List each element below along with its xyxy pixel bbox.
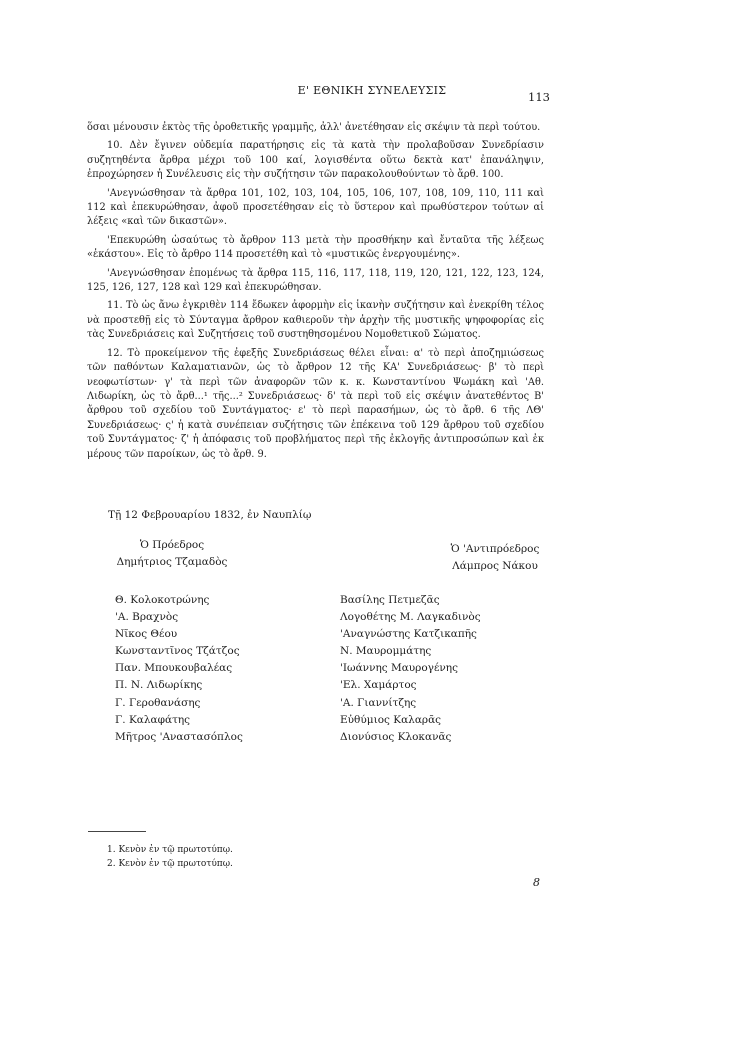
signatory: Παν. Μπουκουβαλέας xyxy=(115,662,233,675)
signatory: Διονύσιος Κλοκανᾶς xyxy=(340,730,452,743)
signatories-left xyxy=(115,592,243,746)
president-block xyxy=(112,537,232,571)
page-header xyxy=(0,84,744,106)
paragraph: 'Ανεγνώσθησαν τὰ ἄρθρα 101, 102, 103, 104, 105, 106, 107, 108, 109, 110, 111 καὶ 112 καὶ ἐπεκυρώθησαν, ἀφοῦ προσετέθησαν εἰς τὸ ὕστερον καὶ πρωθύστερον τούτων αἱ λέξεις «καὶ τῶν δικαστῶν». xyxy=(87,187,544,228)
signatory: Θ. Κολοκοτρώνης xyxy=(115,594,210,606)
signatory: Γ. Γεροθανάσης xyxy=(115,696,201,709)
signatory: 'Αναγνώστης Κατζικαπῆς xyxy=(340,628,477,641)
signatory: Κωνσταντῖνος Τζάτζος xyxy=(115,645,240,658)
signatory: Νῖκος Θέου xyxy=(115,628,178,641)
page-number: 113 xyxy=(528,90,550,104)
printer-signature-mark: 8 xyxy=(533,876,540,889)
signatory: Γ. Καλαφάτης xyxy=(115,713,191,726)
footnote-rule xyxy=(88,831,146,832)
signatory: 'Α. Βραχνὸς xyxy=(115,611,179,624)
footnote: 1. Κενὸν ἐν τῷ πρωτοτύπῳ. xyxy=(107,845,233,855)
signatory: Λογοθέτης Μ. Λαγκαδινὸς xyxy=(340,611,481,624)
paragraph: 12. Τὸ προκείμενον τῆς ἐφεξῆς Συνεδριάσεως θέλει εἶναι: α' τὸ περὶ ἀποζημιώσεως τῶν παθόντων Καλαματιανῶν, ὡς τὸ ἄρθρον 12 τῆς ΚΑ' Συνεδριάσεως· β' τὸ περὶ νεοφωτίστων· γ' τὰ περὶ τῶν ἀναφορῶν τῶν κ. κ. Κωνσταντίνου Ψωμάκη καὶ 'Αθ. Λιδωρίκη, ὡς τὸ ἄρθ...¹ τῆς...² Συνεδριάσεως· δ' τὰ περὶ τοῦ εἰς σκέψιν ἀνατεθέντος Β' ἄρθρου τοῦ σχεδίου τοῦ Συντάγματος· ε' τὸ περὶ παρασήμων, ὡς τὸ ἄρθ. 6 τῆς ΛΘ' Συνεδριάσεως· ς' ἡ κατὰ συνέπειαν συζήτησις τῶν ἐπέκεινα τοῦ 129 ἄρθρου τοῦ σχεδίου τοῦ Συντάγματος· ζ' ἡ ἀπόφασις τοῦ προβλήματος περὶ τῆς ἐκλογῆς ἀντιπροσώπων καὶ ἐκ μέρους τῶν παροίκων, ὡς τὸ ἄρθ. 9. xyxy=(87,347,544,460)
president-title: Ὁ Πρόεδρος xyxy=(139,539,205,551)
body-text xyxy=(87,121,544,466)
paragraph: 11. Τὸ ὡς ἄνω ἐγκριθὲν 114 ἔδωκεν ἀφορμὴν εἰς ἱκανὴν συζήτησιν καὶ ἐνεκρίθη τέλος νὰ προστεθῇ εἰς τὸ Σύνταγμα ἄρθρον καθιεροῦν τὴν ἀρχὴν τῆς μυστικῆς ψηφοφορίας εἰς τὰς Συνεδριάσεις καὶ Συζητήσεις τοῦ συστηθησομένου Νομοθετικοῦ Σώματος. xyxy=(87,300,544,341)
paragraph: 10. Δὲν ἔγινεν οὐδεμία παρατήρησις εἰς τὰ κατὰ τὴν προλαβοῦσαν Συνεδρίασιν συζητηθέντα ἄρθρα μέχρι τοῦ 100 καί, λογισθέντα οὕτω δεκτὰ κατ' ἐπανάληψιν, ἐπροχώρησεν ἡ Συνέλευσις εἰς τὴν συζήτησιν τῶν παρακολουθούντων τὸ ἄρθ. 100. xyxy=(87,140,544,181)
vice-president-block xyxy=(420,541,570,575)
paragraph: 'Ανεγνώσθησαν ἐπομένως τὰ ἄρθρα 115, 116, 117, 118, 119, 120, 121, 122, 123, 124, 125, 126, 127, 128 καὶ 129 καὶ ἐπεκυρώθησαν. xyxy=(87,267,544,294)
running-title: Ε' ΕΘΝΙΚΗ ΣΥΝΕΛΕΥΣΙΣ xyxy=(297,84,447,97)
signatories-right xyxy=(340,592,481,746)
footnotes xyxy=(107,843,233,871)
signatory: Μῆτρος 'Αναστασόπλος xyxy=(115,730,243,743)
signatory: 'Α. Γιαννίτζης xyxy=(340,696,417,709)
footnote: 2. Κενὸν ἐν τῷ πρωτοτύπῳ. xyxy=(107,859,233,869)
vice-president-name: Λάμπρος Νάκου xyxy=(452,560,538,572)
signatory: Π. Ν. Λιδωρίκης xyxy=(115,679,203,692)
signatory: Βασίλης Πετμεζᾶς xyxy=(340,594,440,606)
president-name: Δημήτριος Τζαμαδὸς xyxy=(116,556,228,568)
paragraph: ὅσαι μένουσιν ἐκτὸς τῆς ὀροθετικῆς γραμμῆς, ἀλλ' ἀνετέθησαν εἰς σκέψιν τὰ περὶ τούτου. xyxy=(87,122,541,133)
signatory: Ν. Μαυρομμάτης xyxy=(340,645,432,658)
paragraph: 'Επεκυρώθη ὡσαύτως τὸ ἄρθρον 113 μετὰ τὴν προσθήκην καὶ ἔνταῦτα τῆς λέξεως «ἑκάστου». Εἰς τὸ ἄρθρο 114 προσετέθη καὶ τὸ «μυστικῶς ἐνεργουμένης». xyxy=(87,234,544,261)
signatory: 'Ελ. Χαμάρτος xyxy=(340,679,417,692)
signatory: Εὐθύμιος Καλαρᾶς xyxy=(340,713,442,726)
vice-president-title: Ὁ 'Αντιπρόεδρος xyxy=(450,543,540,555)
dateline: Τῇ 12 Φεβρουαρίου 1832, ἐν Ναυπλίῳ xyxy=(108,509,312,521)
signatory: 'Ιωάννης Μαυρογένης xyxy=(340,662,458,675)
